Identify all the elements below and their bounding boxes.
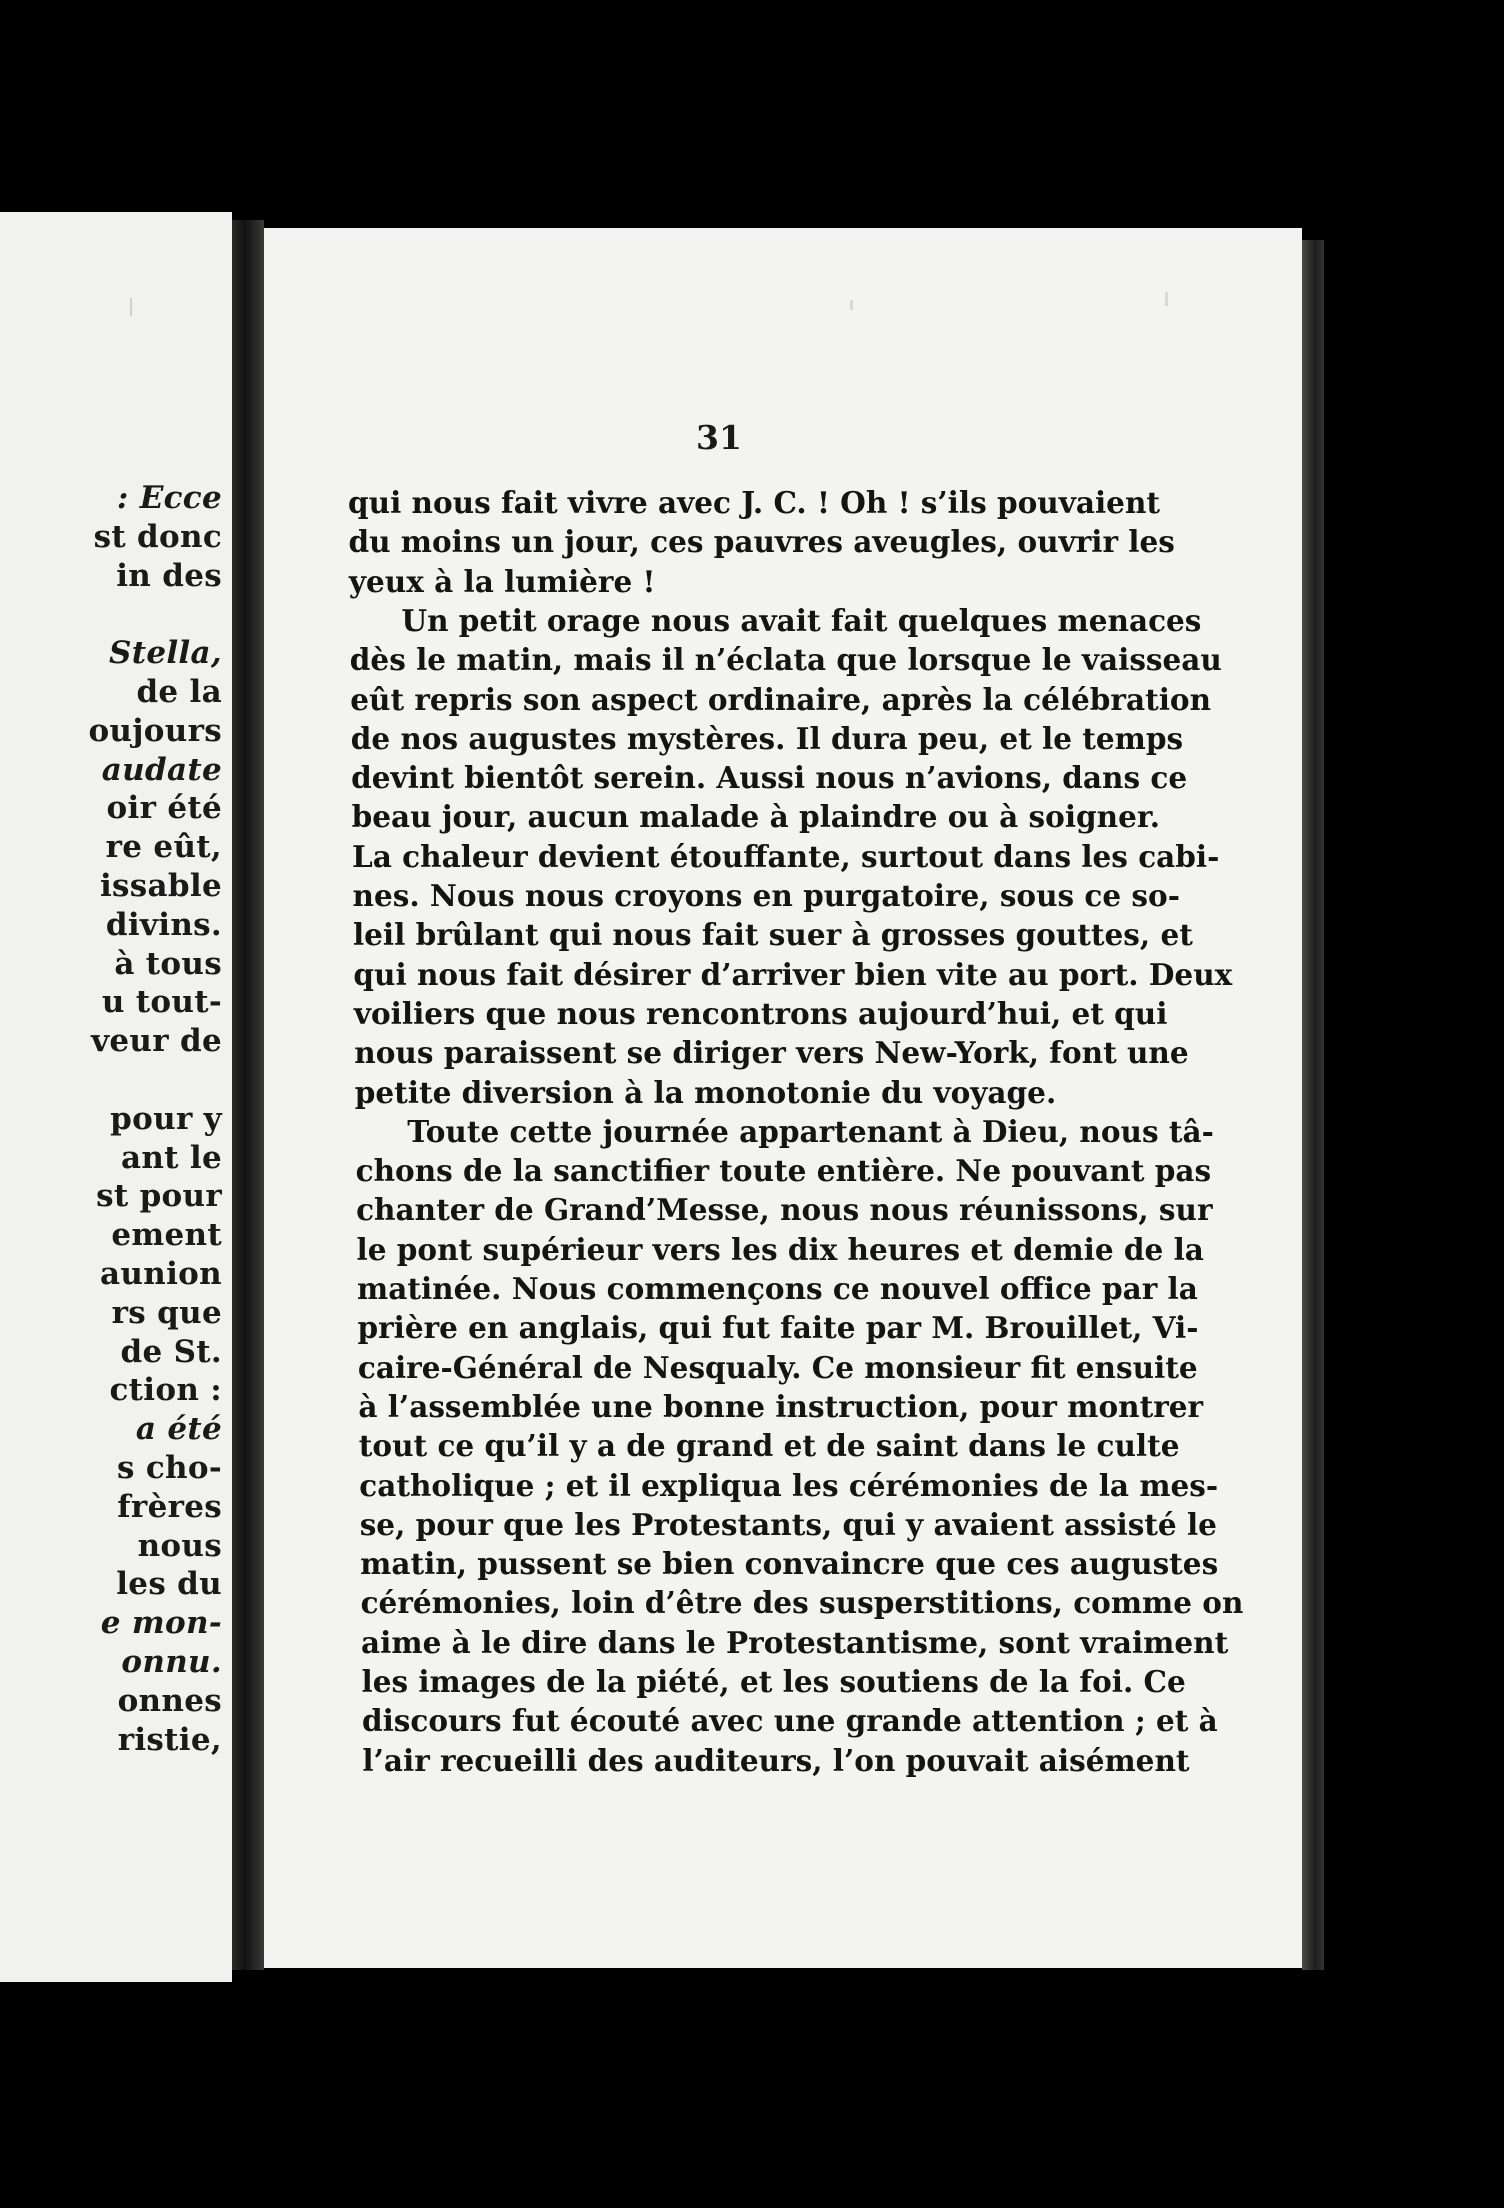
paper-speck [850,300,853,310]
body-line: Toute cette journée appartenant à Dieu, nous tâ- [407,1113,1214,1149]
left-page-fragment: st donc [93,518,222,555]
body-line: dès le matin, mais il n’éclata que lorsque le vaisseau [349,642,1222,678]
body-line: catholique ; et il expliqua les cérémonies de la mes- [359,1467,1219,1503]
body-line: chons de la sanctifier toute entière. Ne pouvant pas [355,1153,1212,1189]
body-line: beau jour, aucun malade à plaindre ou à soigner. [351,799,1160,835]
left-page-fragment: u tout- [101,984,222,1021]
body-line: petite diversion à la monotonie du voyage. [354,1074,1057,1110]
body-line: nous paraissent se diriger vers New-York, font une [354,1035,1189,1071]
body-line: qui nous fait vivre avec J. C. ! Oh ! s’ils pouvaient [348,485,1161,520]
left-page-fragment: st pour [96,1178,222,1215]
body-line: qui nous fait désirer d’arriver bien vite au port. Deux [353,956,1233,992]
left-page-fragment: s cho- [116,1450,222,1486]
left-page-fragment: Stella, [109,635,222,672]
left-page-fragment: : Ecce [116,480,222,516]
book-gutter [232,220,264,1970]
left-page-fragment: rs que [111,1294,222,1331]
body-line: caire-Général de Nesqualy. Ce monsieur fit ensuite [357,1349,1198,1385]
body-line: discours fut écouté avec une grande attention ; et à [361,1703,1218,1739]
left-page-fragment: oir été [106,790,222,827]
left-page-fragment: nous [137,1527,222,1564]
left-page-fragment: ant le [120,1139,222,1176]
body-line: nes. Nous nous croyons en purgatoire, sous ce so- [352,878,1180,913]
left-page-fragment: de la [136,674,222,710]
left-page-fragment: aunion [100,1256,222,1292]
body-line: de nos augustes mystères. Il dura peu, et le temps [350,720,1184,756]
body-line: prière en anglais, qui fut faite par M. Brouillet, Vi- [357,1310,1199,1346]
body-line: devint bientôt serein. Aussi nous n’avions, dans ce [351,760,1188,796]
left-page-fragment: ristie, [117,1721,222,1758]
body-line: chanter de Grand’Messe, nous nous réunissons, sur [356,1192,1213,1228]
left-page-fragment: divins. [105,906,222,943]
body-line: aime à le dire dans le Protestantisme, sont vraiment [361,1624,1229,1660]
left-page-fragment: onnu. [121,1644,222,1680]
body-line: le pont supérieur vers les dix heures et demie de la [356,1231,1204,1267]
body-line: matinée. Nous commençons ce nouvel office par la [357,1271,1198,1306]
body-line: La chaleur devient étouffante, surtout dans les cabi- [352,838,1220,874]
body-line: yeux à la lumière ! [348,563,656,599]
body-line: eût repris son aspect ordinaire, après la célébration [350,681,1212,717]
body-line: du moins un jour, ces pauvres aveugles, ouvrir les [348,524,1175,560]
page-number: 31 [696,418,742,457]
body-line: cérémonies, loin d’être des susperstitions, comme on [360,1585,1244,1621]
left-page-fragment: oujours [88,712,222,749]
left-page-fragment: de St. [120,1333,222,1370]
paper-speck [130,298,132,316]
left-page-fragment: les du [116,1566,222,1603]
body-line: à l’assemblée une bonne instruction, pour montrer [358,1388,1204,1424]
body-line: l’air recueilli des auditeurs, l’on pouvait aisément [362,1742,1190,1778]
left-page-fragment: e mon- [100,1605,222,1642]
paper-speck [1165,292,1168,306]
left-page-fragment: re eût, [105,829,222,866]
left-page-fragment: veur de [91,1023,222,1060]
page-edge [1302,240,1324,1970]
body-line: les images de la piété, et les soutiens de la foi. Ce [361,1664,1186,1699]
left-page-fragment: issable [99,868,222,904]
body-line: voiliers que nous rencontrons aujourd’hui, et qui [353,995,1168,1031]
left-page-fragment: pour y [110,1100,222,1137]
left-page-fragment: in des [116,557,222,594]
left-page-fragment: a été [135,1411,222,1448]
left-page-fragment: onnes [117,1682,222,1719]
left-page-fragment: à tous [114,945,222,982]
body-line: leil brûlant qui nous fait suer à grosses gouttes, et [352,917,1193,953]
left-page-fragment: frères [117,1488,222,1525]
body-line: se, pour que les Protestants, qui y avaient assisté le [359,1506,1217,1542]
body-line: Un petit orage nous avait fait quelques menaces [401,602,1202,638]
left-page-fragment: audate [101,751,222,788]
body-line: tout ce qu’il y a de grand et de saint dans le culte [358,1428,1180,1464]
body-line: matin, pussent se bien convaincre que ces augustes [360,1546,1219,1582]
left-page-fragment: ction : [109,1372,222,1409]
left-page-fragment: ement [111,1217,222,1254]
